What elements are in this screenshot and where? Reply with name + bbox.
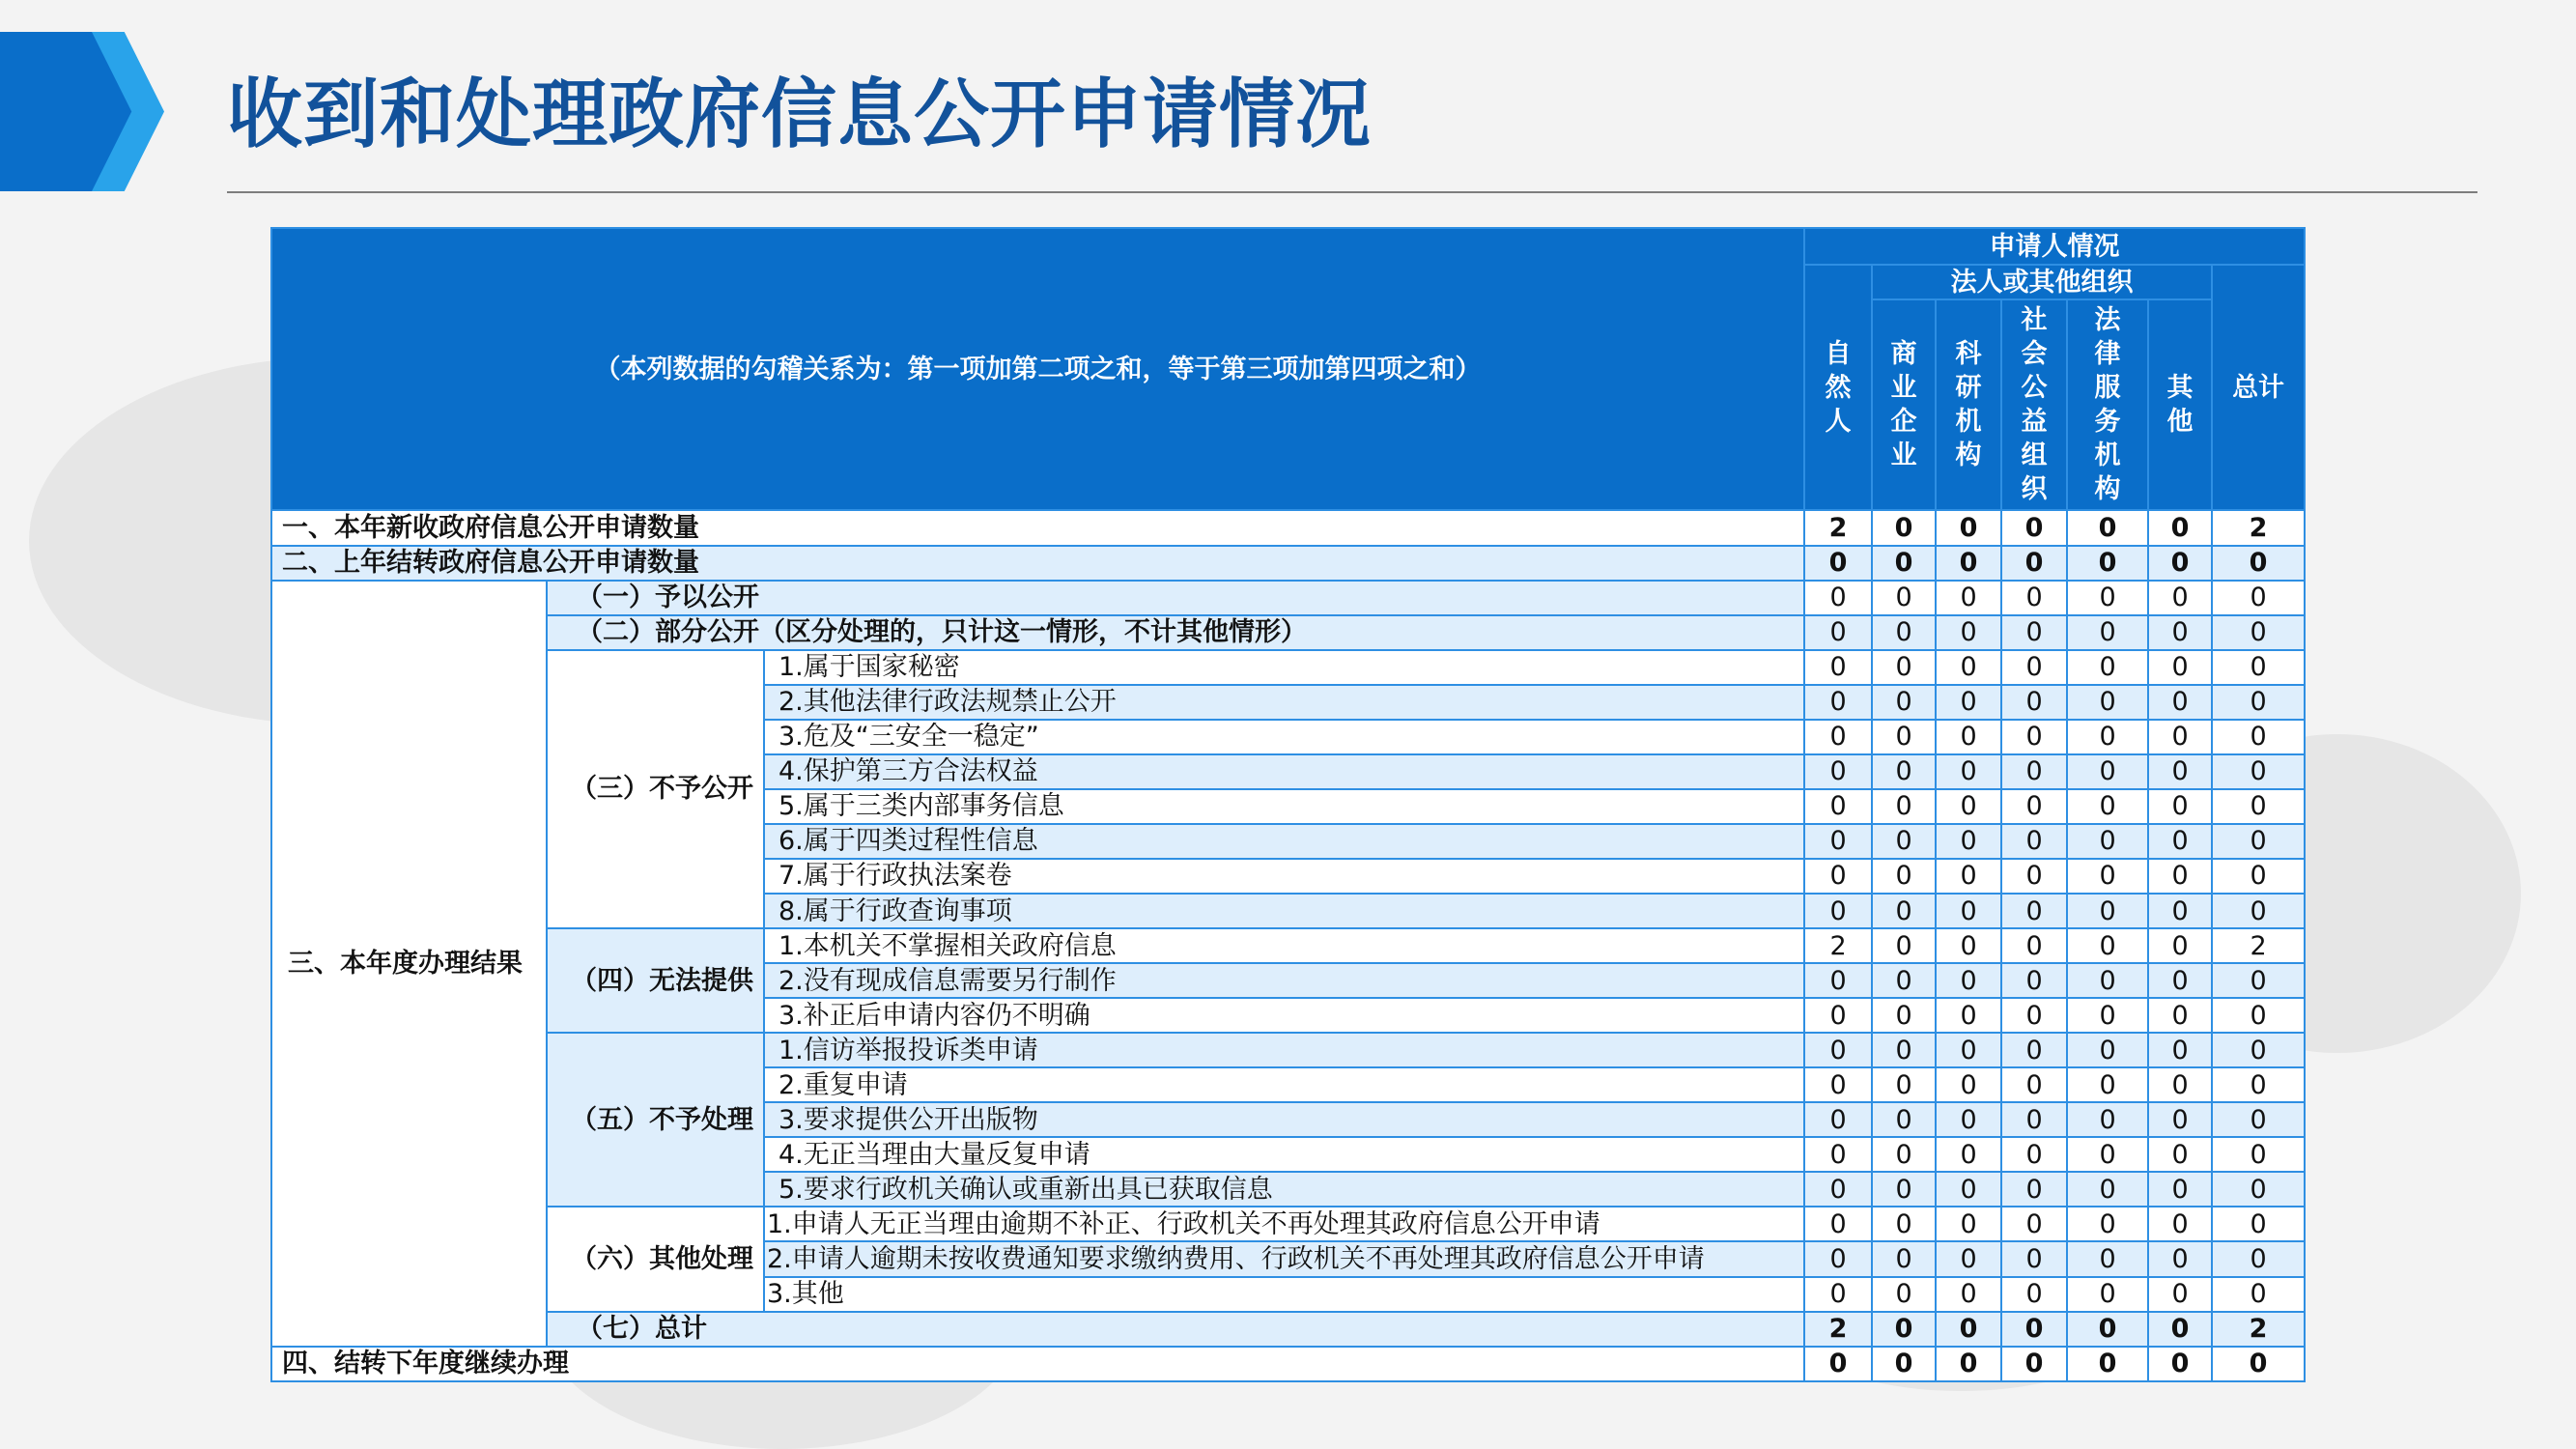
cell: 0 — [1936, 928, 2001, 963]
cell: 0 — [2148, 824, 2212, 859]
cell: 0 — [2001, 1241, 2067, 1276]
cell: 0 — [2148, 1347, 2212, 1381]
cell: 0 — [1936, 650, 2001, 685]
category-3-label: （三）不予公开 — [547, 650, 764, 928]
cell: 0 — [1804, 894, 1872, 928]
table-row — [271, 510, 2305, 545]
cell: 0 — [2001, 859, 2067, 894]
header-col-total: 总计 — [2212, 265, 2305, 510]
cell: 0 — [2212, 1277, 2305, 1312]
header-col-natural-person: 自 然 人 — [1804, 265, 1872, 510]
cell: 0 — [1936, 1102, 2001, 1137]
table-row — [271, 1207, 2305, 1241]
cell: 0 — [1936, 998, 2001, 1033]
cell: 0 — [2067, 963, 2148, 998]
cell: 0 — [2001, 615, 2067, 650]
cell: 2 — [2212, 1312, 2305, 1347]
cell: 0 — [2212, 1033, 2305, 1067]
cell: 0 — [2001, 1207, 2067, 1241]
cell: 0 — [1872, 1312, 1936, 1347]
cell: 0 — [2148, 928, 2212, 963]
cell: 0 — [2067, 789, 2148, 824]
cell: 0 — [1872, 1277, 1936, 1312]
cell: 0 — [2148, 581, 2212, 615]
cell: 0 — [2067, 928, 2148, 963]
cell: 0 — [2067, 615, 2148, 650]
cell: 0 — [2067, 824, 2148, 859]
table-row — [271, 928, 2305, 963]
cell: 0 — [2001, 789, 2067, 824]
cell: 0 — [1872, 859, 1936, 894]
cell: 0 — [1936, 859, 2001, 894]
cell: 0 — [2212, 720, 2305, 754]
disclosure-report-table — [270, 227, 2306, 1382]
cell: 0 — [2212, 1067, 2305, 1102]
cell: 0 — [2148, 650, 2212, 685]
cell: 0 — [1872, 615, 1936, 650]
row-label: 二、上年结转政府信息公开申请数量 — [271, 546, 1804, 581]
cell: 0 — [2148, 1172, 2212, 1207]
title-divider — [227, 191, 2477, 193]
cell: 0 — [1872, 928, 1936, 963]
category-5-label: （五）不予处理 — [547, 1033, 764, 1207]
cell: 0 — [1804, 1347, 1872, 1381]
cell: 0 — [2212, 1347, 2305, 1381]
row-label: 2.重复申请 — [764, 1067, 1804, 1102]
cell: 0 — [1936, 1277, 2001, 1312]
row-label: 2.没有现成信息需要另行制作 — [764, 963, 1804, 998]
cell: 0 — [1936, 754, 2001, 789]
row-label: 2.其他法律行政法规禁止公开 — [764, 685, 1804, 720]
cell: 0 — [2212, 754, 2305, 789]
page-title: 收到和处理政府信息公开申请情况 — [227, 71, 1373, 158]
cell: 0 — [1872, 1033, 1936, 1067]
cell: 0 — [1936, 581, 2001, 615]
cell: 0 — [1872, 1137, 1936, 1172]
cell: 0 — [2067, 581, 2148, 615]
cell: 0 — [1872, 1067, 1936, 1102]
row-label: 3.要求提供公开出版物 — [764, 1102, 1804, 1137]
cell: 0 — [2212, 824, 2305, 859]
cell: 0 — [2148, 1067, 2212, 1102]
row-label: （一）予以公开 — [547, 581, 1804, 615]
cell: 0 — [1804, 581, 1872, 615]
row-label: 8.属于行政查询事项 — [764, 894, 1804, 928]
cell: 0 — [2067, 1347, 2148, 1381]
header-legal-group: 法人或其他组织 — [1872, 265, 2212, 299]
row-label: 3.补正后申请内容仍不明确 — [764, 998, 1804, 1033]
cell: 0 — [1804, 789, 1872, 824]
category-6-label: （六）其他处理 — [547, 1207, 764, 1311]
table-row — [271, 615, 2305, 650]
cell: 0 — [2212, 998, 2305, 1033]
cell: 0 — [1872, 824, 1936, 859]
cell: 0 — [2148, 685, 2212, 720]
cell: 0 — [1936, 1137, 2001, 1172]
cell: 0 — [2067, 685, 2148, 720]
cell: 0 — [1804, 1241, 1872, 1276]
cell: 0 — [2212, 546, 2305, 581]
row-label: 1.信访举报投诉类申请 — [764, 1033, 1804, 1067]
cell: 0 — [2067, 859, 2148, 894]
cell: 0 — [1872, 685, 1936, 720]
cell: 0 — [1804, 720, 1872, 754]
row-label: 3.其他 — [764, 1277, 1804, 1312]
cell: 0 — [2148, 1033, 2212, 1067]
row-label: 4.无正当理由大量反复申请 — [764, 1137, 1804, 1172]
cell: 0 — [1936, 510, 2001, 545]
cell: 0 — [2148, 998, 2212, 1033]
cell: 0 — [2148, 789, 2212, 824]
header-col-research: 科 研 机 构 — [1936, 299, 2001, 510]
cell: 0 — [2001, 894, 2067, 928]
row-label: 一、本年新收政府信息公开申请数量 — [271, 510, 1804, 545]
cell: 0 — [2067, 1241, 2148, 1276]
cell: 0 — [1872, 754, 1936, 789]
cell: 2 — [2212, 928, 2305, 963]
cell: 0 — [1936, 789, 2001, 824]
cell: 0 — [2148, 546, 2212, 581]
cell: 0 — [2148, 720, 2212, 754]
cell: 0 — [2001, 1102, 2067, 1137]
row-label: 1.申请人无正当理由逾期不补正、行政机关不再处理其政府信息公开申请 — [764, 1207, 1804, 1241]
cell: 0 — [2067, 1067, 2148, 1102]
row-label: （七）总计 — [547, 1312, 1804, 1347]
cell: 0 — [2148, 1102, 2212, 1137]
row-label: 1.本机关不掌握相关政府信息 — [764, 928, 1804, 963]
cell: 0 — [2067, 1277, 2148, 1312]
cell: 0 — [1872, 789, 1936, 824]
row-label: 6.属于四类过程性信息 — [764, 824, 1804, 859]
cell: 0 — [2001, 1067, 2067, 1102]
cell: 0 — [1936, 1033, 2001, 1067]
cell: 0 — [2001, 581, 2067, 615]
cell: 0 — [2148, 963, 2212, 998]
cell: 0 — [2148, 1312, 2212, 1347]
cell: 0 — [1804, 1067, 1872, 1102]
cell: 0 — [1872, 581, 1936, 615]
cell: 0 — [2212, 859, 2305, 894]
cell: 0 — [1872, 650, 1936, 685]
cell: 0 — [1872, 1241, 1936, 1276]
cell: 0 — [1804, 650, 1872, 685]
cell: 0 — [1936, 1172, 2001, 1207]
header-applicant-group: 申请人情况 — [1804, 228, 2305, 265]
cell: 0 — [2067, 1033, 2148, 1067]
cell: 0 — [2212, 1241, 2305, 1276]
cell: 0 — [2001, 1347, 2067, 1381]
cell: 0 — [2148, 754, 2212, 789]
cell: 0 — [1804, 1137, 1872, 1172]
row-label: 4.保护第三方合法权益 — [764, 754, 1804, 789]
table-row — [271, 546, 2305, 581]
cell: 0 — [2148, 510, 2212, 545]
row-label: 2.申请人逾期未按收费通知要求缴纳费用、行政机关不再处理其政府信息公开申请 — [764, 1241, 1804, 1276]
cell: 0 — [1872, 894, 1936, 928]
cell: 0 — [2212, 1172, 2305, 1207]
table-row — [271, 1312, 2305, 1347]
cell: 0 — [2148, 1241, 2212, 1276]
cell: 0 — [2001, 998, 2067, 1033]
cell: 0 — [2148, 1207, 2212, 1241]
row-label: 5.属于三类内部事务信息 — [764, 789, 1804, 824]
cell: 0 — [1936, 963, 2001, 998]
cell: 0 — [1804, 546, 1872, 581]
cell: 0 — [2067, 650, 2148, 685]
row-label: 1.属于国家秘密 — [764, 650, 1804, 685]
cell: 0 — [2001, 1172, 2067, 1207]
header-col-public-welfare: 社 会 公 益 组 织 — [2001, 299, 2067, 510]
header-note: （本列数据的勾稽关系为：第一项加第二项之和，等于第三项加第四项之和） — [271, 228, 1804, 510]
cell: 0 — [2001, 685, 2067, 720]
cell: 0 — [1804, 754, 1872, 789]
cell: 0 — [1872, 963, 1936, 998]
cell: 0 — [1804, 998, 1872, 1033]
cell: 0 — [2212, 963, 2305, 998]
cell: 0 — [1936, 1312, 2001, 1347]
cell: 0 — [2067, 754, 2148, 789]
cell: 0 — [1872, 546, 1936, 581]
cell: 0 — [1936, 1347, 2001, 1381]
cell: 0 — [1936, 824, 2001, 859]
cell: 0 — [1804, 1277, 1872, 1312]
cell: 0 — [2001, 963, 2067, 998]
cell: 0 — [1936, 720, 2001, 754]
cell: 2 — [1804, 510, 1872, 545]
cell: 0 — [2067, 894, 2148, 928]
cell: 0 — [1936, 615, 2001, 650]
cell: 0 — [2067, 1172, 2148, 1207]
cell: 0 — [1872, 1102, 1936, 1137]
cell: 0 — [2212, 581, 2305, 615]
cell: 0 — [2212, 650, 2305, 685]
table-row — [271, 1347, 2305, 1381]
cell: 0 — [1872, 510, 1936, 545]
cell: 0 — [2067, 1137, 2148, 1172]
cell: 0 — [2067, 998, 2148, 1033]
header-col-other: 其 他 — [2148, 299, 2212, 510]
cell: 0 — [2001, 1277, 2067, 1312]
cell: 0 — [2148, 1277, 2212, 1312]
row-label: 5.要求行政机关确认或重新出具已获取信息 — [764, 1172, 1804, 1207]
cell: 0 — [1936, 546, 2001, 581]
cell: 0 — [1872, 1207, 1936, 1241]
header-col-business: 商 业 企 业 — [1872, 299, 1936, 510]
cell: 0 — [2001, 824, 2067, 859]
table-row — [271, 1033, 2305, 1067]
cell: 0 — [1936, 1067, 2001, 1102]
section-3-label: 三、本年度办理结果 — [271, 581, 547, 1347]
cell: 0 — [2148, 615, 2212, 650]
cell: 0 — [1804, 1033, 1872, 1067]
cell: 0 — [2001, 928, 2067, 963]
cell: 0 — [1804, 615, 1872, 650]
cell: 0 — [2148, 859, 2212, 894]
category-4-label: （四）无法提供 — [547, 928, 764, 1033]
cell: 0 — [2001, 1312, 2067, 1347]
cell: 0 — [1936, 894, 2001, 928]
cell: 0 — [2001, 754, 2067, 789]
cell: 0 — [2148, 894, 2212, 928]
cell: 0 — [2067, 546, 2148, 581]
cell: 0 — [2067, 1102, 2148, 1137]
cell: 0 — [2212, 1102, 2305, 1137]
cell: 0 — [1804, 1172, 1872, 1207]
cell: 0 — [2001, 546, 2067, 581]
header-col-legal-service: 法 律 服 务 机 构 — [2067, 299, 2148, 510]
cell: 0 — [2212, 789, 2305, 824]
cell: 0 — [1872, 1172, 1936, 1207]
table-row — [271, 650, 2305, 685]
cell: 0 — [2001, 510, 2067, 545]
cell: 0 — [2001, 720, 2067, 754]
cell: 0 — [2212, 894, 2305, 928]
cell: 0 — [1804, 859, 1872, 894]
cell: 0 — [2067, 1207, 2148, 1241]
cell: 0 — [2148, 1137, 2212, 1172]
cell: 2 — [1804, 1312, 1872, 1347]
cell: 0 — [1872, 720, 1936, 754]
cell: 0 — [1804, 685, 1872, 720]
cell: 0 — [1936, 685, 2001, 720]
cell: 0 — [1804, 963, 1872, 998]
row-label: 7.属于行政执法案卷 — [764, 859, 1804, 894]
cell: 0 — [2212, 615, 2305, 650]
cell: 0 — [1936, 1241, 2001, 1276]
cell: 0 — [2067, 510, 2148, 545]
cell: 0 — [1872, 998, 1936, 1033]
cell: 0 — [1804, 1207, 1872, 1241]
cell: 0 — [1872, 1347, 1936, 1381]
cell: 0 — [1804, 824, 1872, 859]
cell: 0 — [2001, 650, 2067, 685]
row-label: （二）部分公开（区分处理的，只计这一情形，不计其他情形） — [547, 615, 1804, 650]
cell: 2 — [1804, 928, 1872, 963]
cell: 0 — [2212, 1137, 2305, 1172]
row-label: 3.危及“三安全一稳定” — [764, 720, 1804, 754]
cell: 2 — [2212, 510, 2305, 545]
cell: 0 — [2212, 685, 2305, 720]
table-row — [271, 581, 2305, 615]
cell: 0 — [1804, 1102, 1872, 1137]
cell: 0 — [2067, 1312, 2148, 1347]
cell: 0 — [2001, 1137, 2067, 1172]
cell: 0 — [2067, 720, 2148, 754]
row-label: 四、结转下年度继续办理 — [271, 1347, 1804, 1381]
cell: 0 — [1936, 1207, 2001, 1241]
cell: 0 — [2001, 1033, 2067, 1067]
cell: 0 — [2212, 1207, 2305, 1241]
